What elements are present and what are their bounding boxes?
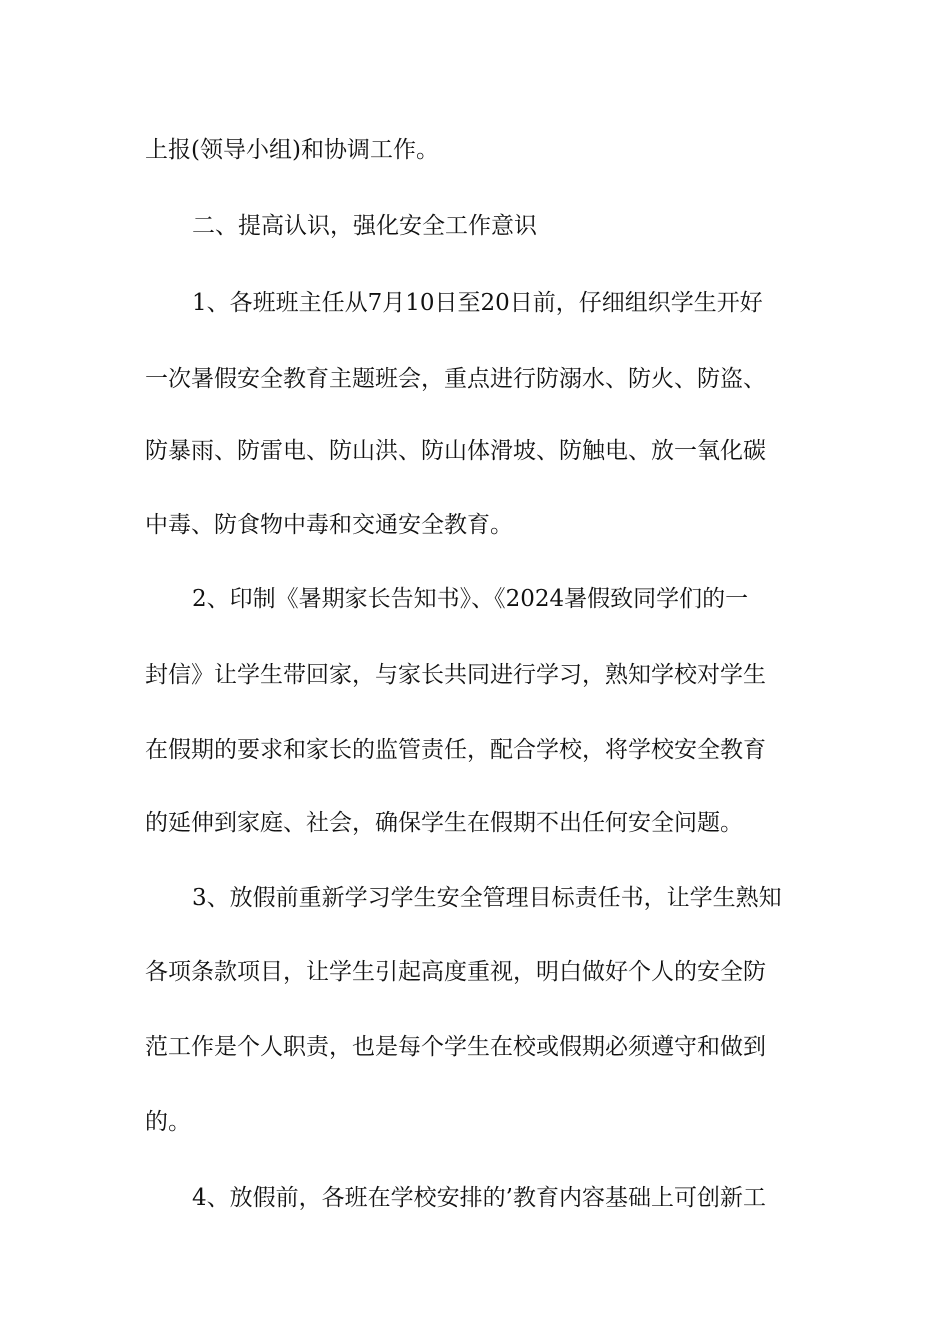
text-line: 封信》让学生带回家，与家长共同进行学习，熟知学校对学生: [145, 662, 766, 688]
text-line: 3、放假前重新学习学生安全管理目标责任书，让学生熟知: [192, 885, 782, 911]
text-line: 一次暑假安全教育主题班会，重点进行防溺水、防火、防盗、: [145, 366, 766, 392]
text-line: 各项条款项目，让学生引起高度重视，明白做好个人的安全防: [145, 959, 766, 985]
text-line: 的延伸到家庭、社会，确保学生在假期不出任何安全问题。: [145, 810, 743, 836]
text-line: 中毒、防食物中毒和交通安全教育。: [145, 512, 513, 538]
text-line: 上报(领导小组)和协调工作。: [145, 137, 439, 163]
section-heading: 二、提高认识，强化安全工作意识: [192, 213, 537, 239]
text-line: 在假期的要求和家长的监管责任，配合学校，将学校安全教育: [145, 737, 766, 763]
text-line: 2、印制《暑期家长告知书》、《2024暑假致同学们的一: [192, 586, 749, 612]
text-line: 范工作是个人职责，也是每个学生在校或假期必须遵守和做到: [145, 1034, 766, 1060]
text-line: 防暴雨、防雷电、防山洪、防山体滑坡、防触电、放一氧化碳: [145, 438, 766, 464]
text-line: 1、各班班主任从7月10日至20日前，仔细组织学生开好: [192, 290, 763, 316]
text-line: 4、放假前，各班在学校安排的’教育内容基础上可创新工: [192, 1185, 766, 1211]
text-line: 的。: [145, 1109, 191, 1135]
